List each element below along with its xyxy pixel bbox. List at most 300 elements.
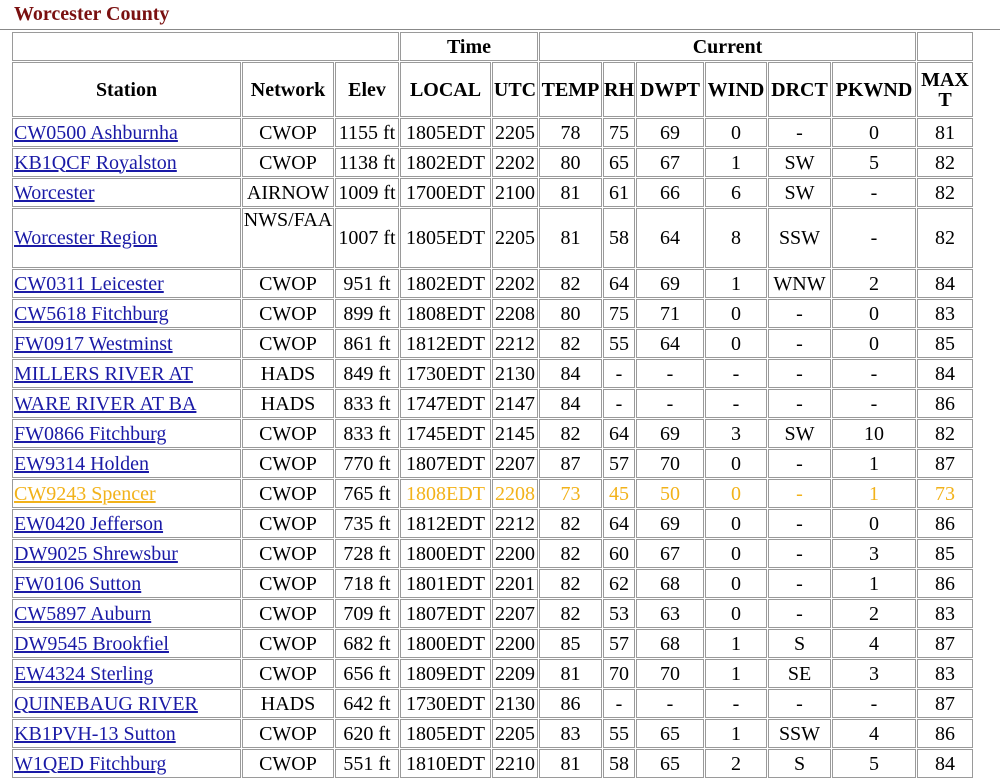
network-cell: CWOP: [242, 599, 334, 628]
pkwnd-cell: 2: [832, 599, 916, 628]
station-cell: [12, 148, 241, 177]
elev-cell: 718 ft: [335, 569, 399, 598]
utc-cell: 2210: [492, 749, 538, 778]
utc-cell: 2200: [492, 629, 538, 658]
local-cell: 1812EDT: [400, 509, 491, 538]
drct-cell: SE: [768, 659, 831, 688]
elev-cell: 849 ft: [335, 359, 399, 388]
station-cell: [12, 118, 241, 147]
table-row: [12, 599, 973, 628]
network-cell: HADS: [242, 359, 334, 388]
maxt-cell: 84: [917, 269, 973, 298]
wind-cell: 6: [705, 178, 767, 207]
pkwnd-cell: 0: [832, 118, 916, 147]
rh-cell: 64: [603, 419, 635, 448]
utc-cell: 2100: [492, 178, 538, 207]
elev-cell: 656 ft: [335, 659, 399, 688]
wind-cell: 0: [705, 509, 767, 538]
wind-cell: 1: [705, 269, 767, 298]
header-local: LOCAL: [400, 62, 491, 117]
local-cell: 1800EDT: [400, 629, 491, 658]
wind-cell: 1: [705, 629, 767, 658]
rh-cell: -: [603, 689, 635, 718]
table-row: [12, 389, 973, 418]
drct-cell: -: [768, 449, 831, 478]
wind-cell: 1: [705, 148, 767, 177]
pkwnd-cell: 1: [832, 449, 916, 478]
maxt-cell: 85: [917, 539, 973, 568]
maxt-cell: 86: [917, 389, 973, 418]
station-link[interactable]: EW9314 Holden: [14, 452, 149, 475]
local-cell: 1809EDT: [400, 659, 491, 688]
wind-cell: 0: [705, 569, 767, 598]
utc-cell: 2208: [492, 479, 538, 508]
table-row: [12, 118, 973, 147]
local-cell: 1805EDT: [400, 118, 491, 147]
maxt-cell: 86: [917, 509, 973, 538]
header-pkwnd: PKWND: [832, 62, 916, 117]
station-link[interactable]: FW0106 Sutton: [14, 572, 142, 595]
temp-cell: 81: [539, 208, 602, 268]
table-row: [12, 449, 973, 478]
pkwnd-cell: -: [832, 359, 916, 388]
network-cell: CWOP: [242, 539, 334, 568]
local-cell: 1700EDT: [400, 178, 491, 207]
dwpt-cell: 70: [636, 659, 704, 688]
drct-cell: -: [768, 359, 831, 388]
network-cell: CWOP: [242, 659, 334, 688]
dwpt-cell: 70: [636, 449, 704, 478]
elev-cell: 765 ft: [335, 479, 399, 508]
dwpt-cell: 63: [636, 599, 704, 628]
local-cell: 1747EDT: [400, 389, 491, 418]
network-cell: CWOP: [242, 719, 334, 748]
table-row: [12, 329, 973, 358]
rh-cell: 75: [603, 118, 635, 147]
station-cell: [12, 299, 241, 328]
dwpt-cell: 66: [636, 178, 704, 207]
rh-cell: 55: [603, 719, 635, 748]
station-cell: [12, 389, 241, 418]
elev-cell: 899 ft: [335, 299, 399, 328]
local-cell: 1745EDT: [400, 419, 491, 448]
dwpt-cell: 69: [636, 509, 704, 538]
rh-cell: -: [603, 389, 635, 418]
utc-cell: 2145: [492, 419, 538, 448]
utc-cell: 2212: [492, 509, 538, 538]
elev-cell: 1007 ft: [335, 208, 399, 268]
drct-cell: S: [768, 629, 831, 658]
pkwnd-cell: 3: [832, 539, 916, 568]
table-row: [12, 359, 973, 388]
dwpt-cell: 65: [636, 749, 704, 778]
dwpt-cell: -: [636, 689, 704, 718]
header-station: Station: [12, 62, 241, 117]
network-cell: CWOP: [242, 118, 334, 147]
utc-cell: 2130: [492, 359, 538, 388]
network-cell: CWOP: [242, 479, 334, 508]
local-cell: 1805EDT: [400, 208, 491, 268]
utc-cell: 2201: [492, 569, 538, 598]
utc-cell: 2209: [492, 659, 538, 688]
network-cell: CWOP: [242, 329, 334, 358]
header-utc: UTC: [492, 62, 538, 117]
station-cell: [12, 359, 241, 388]
drct-cell: -: [768, 599, 831, 628]
elev-cell: 770 ft: [335, 449, 399, 478]
local-cell: 1730EDT: [400, 689, 491, 718]
temp-cell: 86: [539, 689, 602, 718]
utc-cell: 2212: [492, 329, 538, 358]
local-cell: 1730EDT: [400, 359, 491, 388]
pkwnd-cell: -: [832, 689, 916, 718]
utc-cell: 2147: [492, 389, 538, 418]
local-cell: 1802EDT: [400, 148, 491, 177]
drct-cell: -: [768, 329, 831, 358]
rh-cell: 61: [603, 178, 635, 207]
maxt-cell: 84: [917, 359, 973, 388]
dwpt-cell: -: [636, 359, 704, 388]
wind-cell: 3: [705, 419, 767, 448]
rh-cell: 57: [603, 449, 635, 478]
drct-cell: -: [768, 509, 831, 538]
rh-cell: 75: [603, 299, 635, 328]
temp-cell: 80: [539, 148, 602, 177]
wind-cell: -: [705, 359, 767, 388]
header-blank: [12, 32, 399, 61]
station-link[interactable]: KB1QCF Royalston: [14, 151, 177, 174]
rh-cell: 65: [603, 148, 635, 177]
wind-cell: 0: [705, 599, 767, 628]
station-cell: [12, 569, 241, 598]
network-cell: CWOP: [242, 148, 334, 177]
elev-cell: 728 ft: [335, 539, 399, 568]
table-row: [12, 569, 973, 598]
header-elev: Elev: [335, 62, 399, 117]
wind-cell: 0: [705, 479, 767, 508]
pkwnd-cell: -: [832, 208, 916, 268]
pkwnd-cell: 5: [832, 148, 916, 177]
header-network: Network: [242, 62, 334, 117]
table-row: [12, 419, 973, 448]
table-row: [12, 299, 973, 328]
station-cell: [12, 419, 241, 448]
elev-cell: 861 ft: [335, 329, 399, 358]
station-cell: [12, 749, 241, 778]
network-cell: CWOP: [242, 569, 334, 598]
header-group-row: [12, 32, 973, 61]
drct-cell: -: [768, 118, 831, 147]
local-cell: 1810EDT: [400, 749, 491, 778]
county-title: Worcester County: [14, 3, 170, 25]
wind-cell: -: [705, 389, 767, 418]
temp-cell: 80: [539, 299, 602, 328]
rh-cell: 45: [603, 479, 635, 508]
network-cell: NWS/FAA: [242, 208, 334, 268]
network-cell: CWOP: [242, 269, 334, 298]
station-rows: [12, 118, 973, 778]
network-cell: HADS: [242, 689, 334, 718]
drct-cell: -: [768, 539, 831, 568]
table-row: [12, 629, 973, 658]
drct-cell: -: [768, 479, 831, 508]
dwpt-cell: 64: [636, 329, 704, 358]
pkwnd-cell: 1: [832, 479, 916, 508]
drct-cell: -: [768, 689, 831, 718]
station-cell: [12, 629, 241, 658]
elev-cell: 833 ft: [335, 419, 399, 448]
station-link[interactable]: CW0500 Ashburnha: [14, 121, 178, 144]
drct-cell: -: [768, 389, 831, 418]
pkwnd-cell: 0: [832, 299, 916, 328]
wind-cell: 1: [705, 659, 767, 688]
dwpt-cell: 64: [636, 208, 704, 268]
drct-cell: WNW: [768, 269, 831, 298]
table-row: [12, 269, 973, 298]
elev-cell: 833 ft: [335, 389, 399, 418]
station-link[interactable]: EW0420 Jefferson: [14, 512, 164, 535]
utc-cell: 2208: [492, 299, 538, 328]
utc-cell: 2205: [492, 719, 538, 748]
wind-cell: 0: [705, 118, 767, 147]
station-link[interactable]: FW0917 Westminst: [14, 332, 173, 355]
header-drct: DRCT: [768, 62, 831, 117]
drct-cell: SW: [768, 419, 831, 448]
header-temp: TEMP: [539, 62, 602, 117]
maxt-cell: 82: [917, 419, 973, 448]
table-row: [12, 659, 973, 688]
county-header: [0, 0, 1000, 30]
station-cell: [12, 329, 241, 358]
dwpt-cell: 65: [636, 719, 704, 748]
maxt-cell: 82: [917, 148, 973, 177]
local-cell: 1807EDT: [400, 599, 491, 628]
station-link[interactable]: DW9545 Brookfiel: [14, 632, 169, 655]
wind-cell: 2: [705, 749, 767, 778]
station-link[interactable]: CW5897 Auburn: [14, 602, 152, 625]
station-link[interactable]: CW0311 Leicester: [14, 272, 164, 295]
wind-cell: 0: [705, 449, 767, 478]
rh-cell: 64: [603, 509, 635, 538]
rh-cell: 60: [603, 539, 635, 568]
maxt-cell: 82: [917, 208, 973, 268]
rh-cell: 64: [603, 269, 635, 298]
local-cell: 1802EDT: [400, 269, 491, 298]
header-blank-right: [917, 32, 973, 61]
station-link[interactable]: Worcester Region: [14, 227, 158, 249]
station-link[interactable]: FW0866 Fitchburg: [14, 422, 167, 445]
station-link[interactable]: CW9243 Spencer: [14, 482, 156, 505]
table-row: [12, 509, 973, 538]
maxt-cell: 81: [917, 118, 973, 147]
dwpt-cell: 69: [636, 419, 704, 448]
network-cell: CWOP: [242, 749, 334, 778]
maxt-cell: 87: [917, 629, 973, 658]
wind-cell: 0: [705, 329, 767, 358]
station-link[interactable]: CW5618 Fitchburg: [14, 302, 169, 325]
temp-cell: 82: [539, 599, 602, 628]
network-cell: CWOP: [242, 449, 334, 478]
station-cell: [12, 689, 241, 718]
temp-cell: 82: [539, 569, 602, 598]
station-cell: [12, 719, 241, 748]
maxt-cell: 83: [917, 599, 973, 628]
wind-cell: 0: [705, 539, 767, 568]
maxt-cell: 86: [917, 569, 973, 598]
temp-cell: 84: [539, 359, 602, 388]
station-cell: [12, 269, 241, 298]
network-cell: HADS: [242, 389, 334, 418]
maxt-cell: 85: [917, 329, 973, 358]
utc-cell: 2202: [492, 269, 538, 298]
station-cell: [12, 208, 241, 268]
rh-cell: 53: [603, 599, 635, 628]
rh-cell: 62: [603, 569, 635, 598]
utc-cell: 2205: [492, 208, 538, 268]
pkwnd-cell: -: [832, 389, 916, 418]
dwpt-cell: 68: [636, 569, 704, 598]
utc-cell: 2205: [492, 118, 538, 147]
header-column-row: [12, 62, 973, 117]
utc-cell: 2207: [492, 599, 538, 628]
temp-cell: 81: [539, 659, 602, 688]
maxt-cell: 84: [917, 749, 973, 778]
pkwnd-cell: 0: [832, 509, 916, 538]
utc-cell: 2202: [492, 148, 538, 177]
temp-cell: 82: [539, 329, 602, 358]
local-cell: 1808EDT: [400, 299, 491, 328]
temp-cell: 78: [539, 118, 602, 147]
drct-cell: -: [768, 299, 831, 328]
temp-cell: 82: [539, 509, 602, 538]
network-cell: CWOP: [242, 509, 334, 538]
header-rh: RH: [603, 62, 635, 117]
drct-cell: SSW: [768, 719, 831, 748]
station-cell: [12, 178, 241, 207]
station-cell: [12, 539, 241, 568]
dwpt-cell: 69: [636, 118, 704, 147]
maxt-cell: 83: [917, 299, 973, 328]
temp-cell: 81: [539, 178, 602, 207]
station-link[interactable]: W1QED Fitchburg: [14, 752, 167, 775]
pkwnd-cell: 5: [832, 749, 916, 778]
rh-cell: 57: [603, 629, 635, 658]
maxt-cell: 87: [917, 689, 973, 718]
table-row: [12, 178, 973, 207]
station-link[interactable]: WARE RIVER AT BA: [14, 392, 197, 415]
network-cell: CWOP: [242, 419, 334, 448]
rh-cell: 55: [603, 329, 635, 358]
maxt-cell: 87: [917, 449, 973, 478]
network-cell: CWOP: [242, 299, 334, 328]
maxt-cell: 73: [917, 479, 973, 508]
network-cell: CWOP: [242, 629, 334, 658]
elev-cell: 620 ft: [335, 719, 399, 748]
wind-cell: 8: [705, 208, 767, 268]
table-row: [12, 479, 973, 508]
pkwnd-cell: 10: [832, 419, 916, 448]
station-cell: [12, 509, 241, 538]
station-link[interactable]: QUINEBAUG RIVER: [14, 692, 198, 715]
temp-cell: 82: [539, 419, 602, 448]
local-cell: 1801EDT: [400, 569, 491, 598]
maxt-cell: 82: [917, 178, 973, 207]
drct-cell: SW: [768, 178, 831, 207]
utc-cell: 2130: [492, 689, 538, 718]
header-time-group: Time: [400, 32, 538, 61]
rh-cell: 70: [603, 659, 635, 688]
local-cell: 1807EDT: [400, 449, 491, 478]
elev-cell: 642 ft: [335, 689, 399, 718]
pkwnd-cell: 0: [832, 329, 916, 358]
elev-cell: 682 ft: [335, 629, 399, 658]
elev-cell: 951 ft: [335, 269, 399, 298]
station-cell: [12, 599, 241, 628]
dwpt-cell: 68: [636, 629, 704, 658]
dwpt-cell: 69: [636, 269, 704, 298]
station-cell: [12, 479, 241, 508]
station-link[interactable]: MILLERS RIVER AT: [14, 362, 193, 385]
table-row: [12, 208, 973, 268]
maxt-cell: 86: [917, 719, 973, 748]
local-cell: 1808EDT: [400, 479, 491, 508]
dwpt-cell: 50: [636, 479, 704, 508]
table-row: [12, 148, 973, 177]
table-row: [12, 689, 973, 718]
station-link[interactable]: EW4324 Sterling: [14, 662, 154, 685]
wind-cell: 0: [705, 299, 767, 328]
temp-cell: 85: [539, 629, 602, 658]
elev-cell: 709 ft: [335, 599, 399, 628]
header-dwpt: DWPT: [636, 62, 704, 117]
pkwnd-cell: -: [832, 178, 916, 207]
table-row: [12, 539, 973, 568]
header-maxt-line2: T: [938, 88, 952, 111]
temp-cell: 84: [539, 389, 602, 418]
header-maxt: [917, 62, 973, 117]
header-wind: WIND: [705, 62, 767, 117]
station-link[interactable]: KB1PVH-13 Sutton: [14, 722, 176, 745]
temp-cell: 83: [539, 719, 602, 748]
drct-cell: -: [768, 569, 831, 598]
station-cell: [12, 449, 241, 478]
pkwnd-cell: 3: [832, 659, 916, 688]
station-link[interactable]: DW9025 Shrewsbur: [14, 542, 178, 565]
station-table: [11, 31, 974, 779]
dwpt-cell: 71: [636, 299, 704, 328]
drct-cell: SW: [768, 148, 831, 177]
drct-cell: SSW: [768, 208, 831, 268]
temp-cell: 87: [539, 449, 602, 478]
table-row: [12, 749, 973, 778]
header-maxt-line1: MAX: [921, 68, 969, 91]
temp-cell: 82: [539, 269, 602, 298]
local-cell: 1805EDT: [400, 719, 491, 748]
temp-cell: 81: [539, 749, 602, 778]
elev-cell: 1138 ft: [335, 148, 399, 177]
station-link[interactable]: Worcester: [14, 181, 95, 204]
maxt-cell: 83: [917, 659, 973, 688]
pkwnd-cell: 2: [832, 269, 916, 298]
dwpt-cell: 67: [636, 148, 704, 177]
elev-cell: 1009 ft: [335, 178, 399, 207]
wind-cell: 1: [705, 719, 767, 748]
local-cell: 1812EDT: [400, 329, 491, 358]
rh-cell: 58: [603, 749, 635, 778]
pkwnd-cell: 1: [832, 569, 916, 598]
pkwnd-cell: 4: [832, 719, 916, 748]
station-cell: [12, 659, 241, 688]
